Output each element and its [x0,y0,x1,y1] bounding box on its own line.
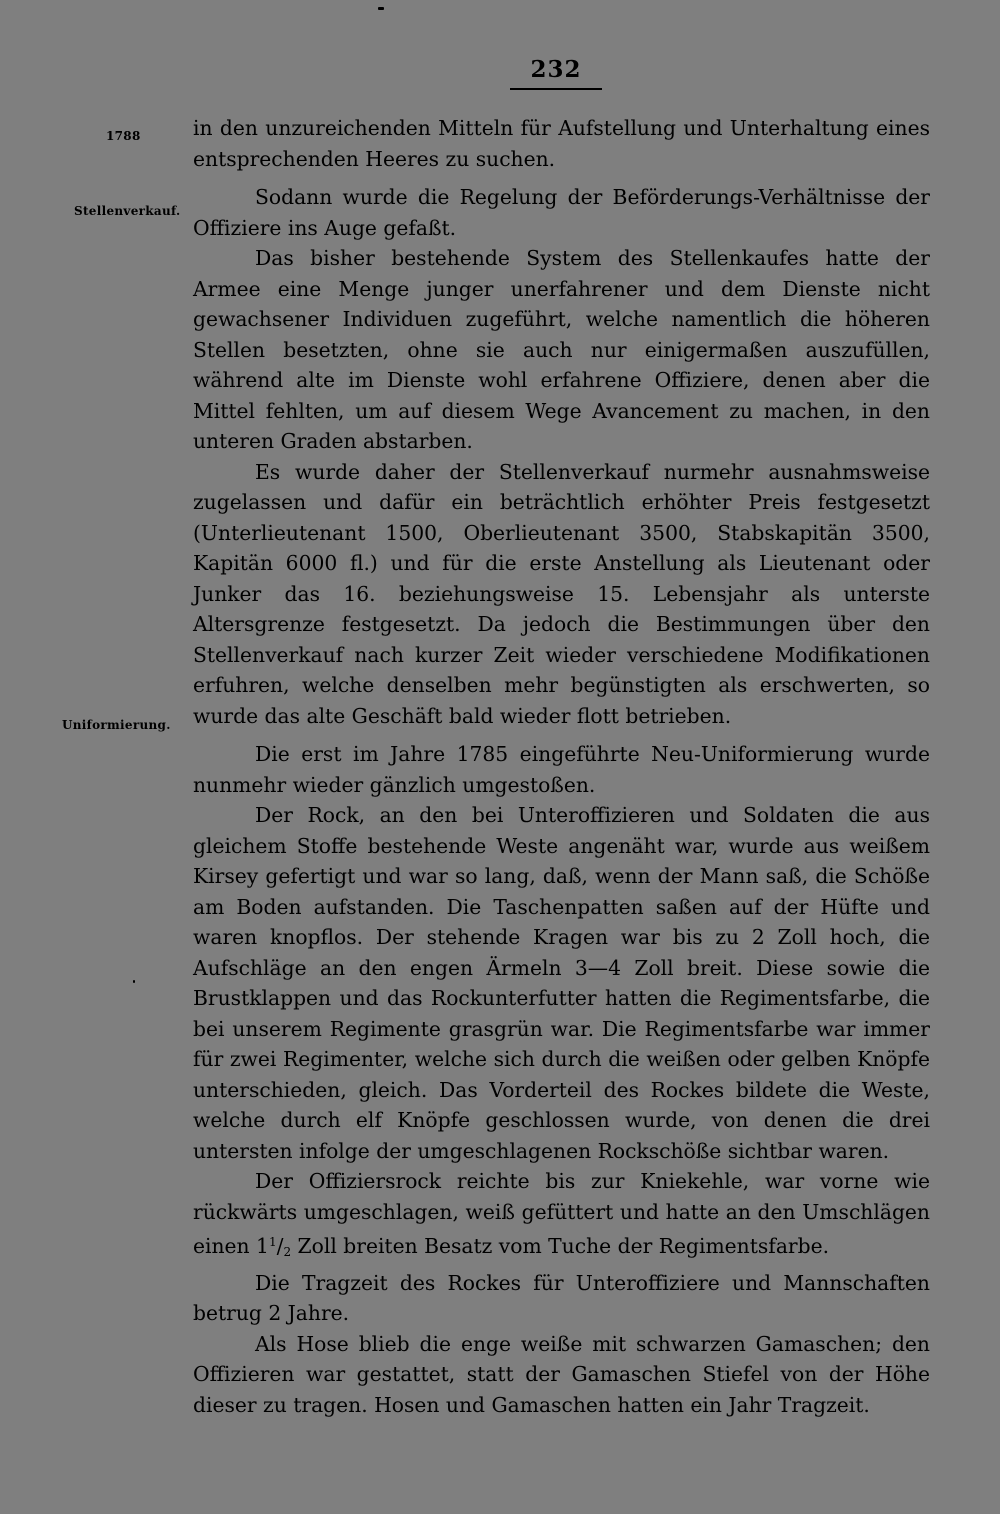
paragraph: Es wurde daher der Stellenverkauf nurmehr ausnahmsweise zugelassen und dafür ein beträchtlich erhöhter Preis festgesetzt (Unterlieutenant 1500, Oberlieutenant 3500, Stabskapitän 3500, Kapitän 6000 fl.) und für die erste Anstellung als Lieutenant oder Junker das 16. beziehungsweise 15. Lebensjahr als unterste Altersgrenze festgesetzt. Da jedoch die Bestimmungen über den Stellenverkauf nach kurzer Zeit wieder verschiedene Modifikationen erfuhren, welche denselben mehr begünstigten als erschwerten, so wurde das alte Geschäft bald wieder flott betrieben. [193,459,930,728]
ink-speck [133,980,135,983]
paragraph: Der Offiziersrock reichte bis zur Kniekehle, war vorne wie rückwärts umgeschlagen, weiß gefüttert und hatte an den Umschlägen einen $1^1/2$ Zoll breiten Besatz vom Tuche der Regimentsfarbe. [193,1169,930,1259]
margin-note-uniformierung: Uniformierung. [62,718,171,732]
paragraph: in den unzureichenden Mitteln für Aufstellung und Unterhaltung eines entsprechenden Heeres zu suchen. [193,116,930,171]
body-text [193,113,930,1420]
fraction-numerator: 1 [268,1235,277,1249]
paragraph-text: Der Offiziersrock reichte bis zur Kniekehle, war vorne wie rückwärts umgeschlagen, weiß gefüttert und hatte an den Umschlägen einen 1 [193,1169,930,1258]
paragraph: Der Rock, an den bei Unteroffizieren und Soldaten die aus gleichem Stoffe bestehende Weste angenäht war, wurde aus weißem Kirsey gefertigt und war so lang, daß, wenn der Mann saß, die Schöße am Boden aufstanden. Die Taschenpatten saßen auf der Hüfte und waren knopflos. Der stehende Kragen war bis zu 2 Zoll hoch, die Aufschläge an den engen Ärmeln 3—4 Zoll breit. Diese sowie die Brustklappen und das Rockunterfutter hatten die Regimentsfarbe, die bei unserem Regimente grasgrün war. Die Regimentsfarbe war immer für zwei Regimenter, welche sich durch die weißen oder gelben Knöpfe unterschieden, gleich. Das Vorderteil des Rockes bildete die Weste, welche durch elf Knöpfe geschlossen wurde, von denen die drei untersten infolge der umgeschlagenen Rockschöße sichtbar waren. [193,803,930,1163]
paragraph-text: Zoll breiten Besatz vom Tuche der Regimentsfarbe. [291,1234,830,1258]
margin-note-year: 1788 [106,129,141,143]
paragraph: Sodann wurde die Regelung der Beförderungs-Verhältnisse der Offiziere ins Auge gefaßt. [193,185,930,240]
paragraph: Die Tragzeit des Rockes für Unteroffiziere und Mannschaften betrug 2 Jahre. [193,1270,930,1325]
page-number-rule [510,88,602,90]
paragraph: Das bisher bestehende System des Stellenkaufes hatte der Armee eine Menge junger unerfahrener und dem Dienste nicht gewachsener Individuen zugeführt, welche namentlich die höheren Stellen besetzten, ohne sie auch nur einigermaßen auszufüllen, während alte im Dienste wohl erfahrene Offiziere, denen aber die Mittel fehlten, um auf diesem Wege Avancement zu machen, in den unteren Graden abstarben. [193,246,930,453]
margin-note-stellenverkauf: Stellenverkauf. [74,204,181,218]
paragraph: Als Hose blieb die enge weiße mit schwarzen Gamaschen; den Offizieren war gestattet, statt der Gamaschen Stiefel von der Höhe dieser zu tragen. Hosen und Gamaschen hatten ein Jahr Tragzeit. [193,1331,930,1417]
fraction-denominator: 2 [283,1245,292,1259]
page-number: 232 [530,56,582,83]
paragraph: Die erst im Jahre 1785 eingeführte Neu-Uniformierung wurde nunmehr wieder gänzlich umgestoßen. [193,742,930,797]
ink-speck [378,7,384,10]
